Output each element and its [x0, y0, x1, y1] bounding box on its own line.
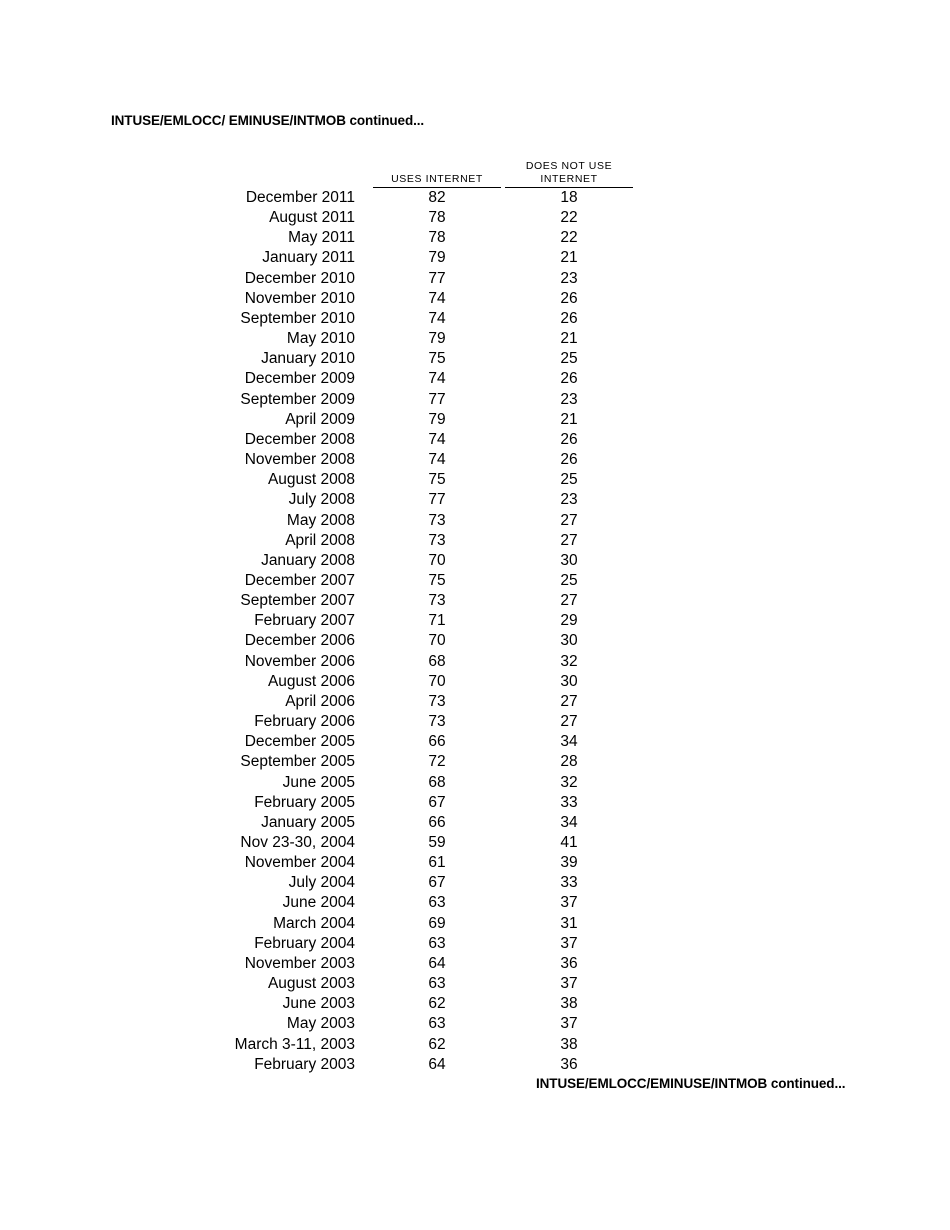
row-uses-internet-value: 75 — [428, 471, 446, 489]
row-does-not-use-value: 29 — [560, 612, 578, 630]
table-row — [0, 611, 950, 631]
row-uses-internet-value: 73 — [428, 692, 446, 710]
table-row — [0, 410, 950, 430]
row-date: December 2008 — [244, 430, 355, 448]
column-header-not-use-line1: DOES NOT USE — [525, 160, 613, 172]
row-date: December 2011 — [245, 189, 355, 206]
row-date: December 2007 — [244, 571, 355, 589]
row-uses-internet-value: 64 — [428, 1055, 446, 1073]
row-does-not-use-value: 23 — [560, 491, 578, 509]
row-date: November 2010 — [244, 289, 355, 307]
row-does-not-use-value: 28 — [560, 753, 578, 771]
row-uses-internet-value: 73 — [428, 531, 446, 549]
row-date: May 2010 — [286, 330, 355, 348]
table-row — [0, 349, 950, 369]
row-uses-internet-value: 64 — [428, 954, 446, 972]
row-does-not-use-value: 41 — [560, 834, 578, 851]
table-row — [0, 571, 950, 591]
row-does-not-use-value: 25 — [560, 350, 578, 368]
row-date: February 2007 — [254, 612, 355, 630]
row-uses-internet-value: 74 — [428, 370, 446, 388]
row-uses-internet-value: 63 — [428, 894, 446, 912]
row-date: July 2004 — [288, 874, 355, 892]
row-does-not-use-value: 26 — [560, 451, 578, 469]
row-date: January 2011 — [262, 249, 355, 267]
row-date: September 2005 — [240, 753, 355, 771]
row-does-not-use-value: 18 — [560, 189, 578, 206]
table-row — [0, 511, 950, 531]
table-row — [0, 873, 950, 893]
row-uses-internet-value: 75 — [428, 350, 446, 368]
row-does-not-use-value: 33 — [560, 874, 578, 892]
table-row — [0, 228, 950, 248]
row-does-not-use-value: 22 — [560, 209, 578, 227]
row-date: March 2004 — [273, 914, 355, 932]
page-title: INTUSE/EMLOCC/ EMINUSE/INTMOB continued... — [111, 113, 425, 128]
row-date: December 2009 — [244, 370, 355, 388]
row-date: December 2010 — [244, 269, 355, 287]
row-date: June 2005 — [282, 773, 355, 791]
column-header-not-use-line2: INTERNET — [540, 173, 598, 185]
table-row — [0, 289, 950, 309]
table-row — [0, 369, 950, 389]
row-date: November 2008 — [244, 451, 355, 469]
row-uses-internet-value: 72 — [428, 753, 446, 771]
table-row — [0, 954, 950, 974]
table-row — [0, 692, 950, 712]
table-row — [0, 712, 950, 732]
row-date: June 2003 — [282, 995, 355, 1013]
row-date: March 3-11, 2003 — [234, 1035, 355, 1053]
row-does-not-use-value: 25 — [560, 571, 578, 589]
row-uses-internet-value: 79 — [428, 249, 446, 267]
row-uses-internet-value: 63 — [428, 1015, 446, 1033]
row-uses-internet-value: 70 — [428, 672, 446, 690]
row-date: August 2008 — [267, 471, 355, 489]
table-row — [0, 732, 950, 752]
row-uses-internet-value: 79 — [428, 330, 446, 348]
row-does-not-use-value: 21 — [560, 410, 578, 428]
row-uses-internet-value: 62 — [428, 995, 446, 1013]
row-does-not-use-value: 36 — [560, 954, 578, 972]
row-does-not-use-value: 30 — [560, 672, 578, 690]
row-does-not-use-value: 27 — [560, 713, 578, 731]
table-row — [0, 188, 950, 208]
row-does-not-use-value: 34 — [560, 733, 578, 751]
row-date: February 2005 — [254, 793, 355, 811]
row-uses-internet-value: 71 — [428, 612, 446, 630]
row-uses-internet-value: 59 — [428, 834, 446, 851]
row-uses-internet-value: 74 — [428, 309, 446, 327]
table-row — [0, 853, 950, 873]
row-does-not-use-value: 26 — [560, 309, 578, 327]
row-date: September 2010 — [240, 309, 355, 327]
table-row — [0, 974, 950, 994]
row-date: January 2005 — [261, 813, 355, 831]
table-row — [0, 934, 950, 954]
table-row — [0, 833, 950, 853]
row-does-not-use-value: 34 — [560, 813, 578, 831]
column-header-uses-label: USES INTERNET — [391, 173, 483, 185]
table-row — [0, 551, 950, 571]
row-does-not-use-value: 27 — [560, 592, 578, 610]
table-row — [0, 309, 950, 329]
table-row — [0, 208, 950, 228]
row-date: August 2006 — [267, 672, 355, 690]
row-uses-internet-value: 68 — [428, 652, 446, 670]
row-uses-internet-value: 78 — [428, 229, 446, 247]
row-does-not-use-value: 31 — [560, 914, 578, 932]
table-row — [0, 773, 950, 793]
table-row — [0, 893, 950, 913]
row-date: August 2003 — [267, 975, 355, 993]
row-date: September 2009 — [240, 390, 355, 408]
table-row — [0, 531, 950, 551]
table-row — [0, 914, 950, 934]
table-row — [0, 329, 950, 349]
row-uses-internet-value: 73 — [428, 511, 446, 529]
table-row — [0, 652, 950, 672]
row-uses-internet-value: 63 — [428, 934, 446, 952]
row-does-not-use-value: 37 — [560, 975, 578, 993]
row-does-not-use-value: 33 — [560, 793, 578, 811]
row-date: Nov 23-30, 2004 — [240, 834, 355, 851]
table-row — [0, 248, 950, 268]
row-does-not-use-value: 37 — [560, 894, 578, 912]
table-row — [0, 470, 950, 490]
table-row — [0, 793, 950, 813]
column-header-uses-internet — [373, 173, 501, 188]
row-date: January 2010 — [261, 350, 355, 368]
row-uses-internet-value: 79 — [428, 410, 446, 428]
row-does-not-use-value: 26 — [560, 430, 578, 448]
row-date: January 2008 — [261, 551, 355, 569]
row-uses-internet-value: 75 — [428, 571, 446, 589]
row-uses-internet-value: 73 — [428, 592, 446, 610]
column-header-does-not-use-internet — [505, 160, 633, 188]
table-row — [0, 752, 950, 772]
row-date: November 2004 — [244, 854, 355, 872]
row-does-not-use-value: 23 — [560, 390, 578, 408]
row-does-not-use-value: 23 — [560, 269, 578, 287]
row-does-not-use-value: 39 — [560, 854, 578, 872]
table-row — [0, 450, 950, 470]
row-date: May 2008 — [286, 511, 355, 529]
table-row — [0, 1014, 950, 1034]
row-does-not-use-value: 32 — [560, 773, 578, 791]
row-uses-internet-value: 68 — [428, 773, 446, 791]
row-uses-internet-value: 78 — [428, 209, 446, 227]
row-does-not-use-value: 25 — [560, 471, 578, 489]
row-does-not-use-value: 38 — [560, 995, 578, 1013]
row-does-not-use-value: 26 — [560, 289, 578, 307]
data-table — [0, 188, 950, 1075]
row-date: November 2006 — [244, 652, 355, 670]
row-does-not-use-value: 27 — [560, 511, 578, 529]
row-uses-internet-value: 70 — [428, 632, 446, 650]
row-does-not-use-value: 26 — [560, 370, 578, 388]
row-date: May 2011 — [288, 229, 355, 247]
row-uses-internet-value: 67 — [428, 793, 446, 811]
table-row — [0, 631, 950, 651]
row-uses-internet-value: 69 — [428, 914, 446, 932]
row-does-not-use-value: 32 — [560, 652, 578, 670]
row-uses-internet-value: 62 — [428, 1035, 446, 1053]
table-row — [0, 490, 950, 510]
row-date: August 2011 — [269, 209, 355, 227]
row-date: April 2006 — [285, 692, 355, 710]
row-date: November 2003 — [244, 954, 355, 972]
row-date: September 2007 — [240, 592, 355, 610]
row-uses-internet-value: 82 — [428, 189, 446, 206]
row-date: February 2003 — [254, 1055, 355, 1073]
row-date: June 2004 — [282, 894, 355, 912]
continued-footer: INTUSE/EMLOCC/EMINUSE/INTMOB continued... — [536, 1076, 846, 1091]
row-uses-internet-value: 66 — [428, 813, 446, 831]
row-date: April 2009 — [285, 410, 355, 428]
row-does-not-use-value: 30 — [560, 632, 578, 650]
table-row — [0, 1055, 950, 1075]
row-date: April 2008 — [285, 531, 355, 549]
row-date: February 2004 — [254, 934, 355, 952]
row-uses-internet-value: 66 — [428, 733, 446, 751]
row-does-not-use-value: 36 — [560, 1055, 578, 1073]
row-does-not-use-value: 22 — [560, 229, 578, 247]
row-uses-internet-value: 74 — [428, 451, 446, 469]
table-row — [0, 672, 950, 692]
row-uses-internet-value: 70 — [428, 551, 446, 569]
row-date: December 2006 — [244, 632, 355, 650]
row-date: July 2008 — [288, 491, 355, 509]
row-uses-internet-value: 63 — [428, 975, 446, 993]
row-does-not-use-value: 37 — [560, 1015, 578, 1033]
row-does-not-use-value: 21 — [560, 249, 578, 267]
row-uses-internet-value: 74 — [428, 430, 446, 448]
table-row — [0, 813, 950, 833]
row-does-not-use-value: 30 — [560, 551, 578, 569]
table-row — [0, 430, 950, 450]
row-uses-internet-value: 74 — [428, 289, 446, 307]
row-uses-internet-value: 61 — [428, 854, 446, 872]
table-row — [0, 591, 950, 611]
row-uses-internet-value: 77 — [428, 491, 446, 509]
row-does-not-use-value: 27 — [560, 692, 578, 710]
row-does-not-use-value: 38 — [560, 1035, 578, 1053]
row-does-not-use-value: 37 — [560, 934, 578, 952]
row-uses-internet-value: 67 — [428, 874, 446, 892]
row-date: December 2005 — [244, 733, 355, 751]
row-date: May 2003 — [286, 1015, 355, 1033]
table-row — [0, 994, 950, 1014]
row-uses-internet-value: 77 — [428, 269, 446, 287]
row-does-not-use-value: 27 — [560, 531, 578, 549]
table-row — [0, 390, 950, 410]
table-row — [0, 269, 950, 289]
row-uses-internet-value: 73 — [428, 713, 446, 731]
table-row — [0, 1035, 950, 1055]
row-uses-internet-value: 77 — [428, 390, 446, 408]
row-does-not-use-value: 21 — [560, 330, 578, 348]
row-date: February 2006 — [254, 713, 355, 731]
